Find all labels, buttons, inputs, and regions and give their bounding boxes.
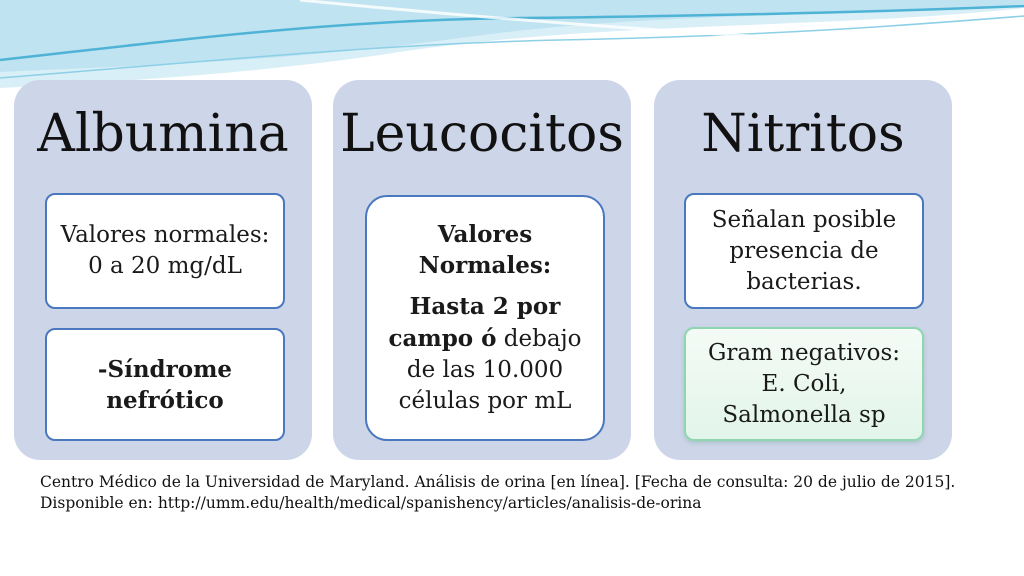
leucocitos-column — [333, 80, 631, 460]
citation — [40, 472, 1010, 514]
leucocitos-box-heading: Valores Normales: — [418, 221, 552, 279]
leucocitos-title: Leucocitos — [340, 104, 624, 164]
albumina-syndrome-text: -Síndrome nefrótico — [97, 355, 233, 414]
nitritos-title: Nitritos — [701, 104, 905, 164]
leucocitos-box-bold: Hasta 2 por campo ó — [388, 293, 561, 352]
nitritos-gram-text: Gram negativos: E. Coli, Salmonella sp — [707, 339, 901, 428]
nitritos-gram-box — [684, 327, 924, 441]
albumina-title: Albumina — [37, 104, 289, 164]
albumina-normal-values-text: Valores normales: 0 a 20 mg/dL — [60, 222, 270, 279]
citation-line-1: Centro Médico de la Universidad de Maryland. Análisis de orina [en línea]. [Fecha de consulta: 20 de julio de 2015]. — [40, 473, 956, 491]
albumina-syndrome-box — [45, 328, 285, 441]
albumina-column — [14, 80, 312, 460]
leucocitos-box-rest: debajo de las 10.000 células por mL — [398, 326, 582, 414]
albumina-normal-values-box — [45, 193, 285, 309]
citation-line-2: Disponible en: http://umm.edu/health/medical/spanishency/articles/analisis-de-orina — [40, 494, 702, 512]
leucocitos-normal-values-box — [365, 195, 605, 441]
nitritos-bacteria-box — [684, 193, 924, 309]
leucocitos-box-body — [375, 291, 595, 417]
nitritos-column — [654, 80, 952, 460]
nitritos-bacteria-text: Señalan posible presencia de bacterias. — [711, 206, 897, 295]
